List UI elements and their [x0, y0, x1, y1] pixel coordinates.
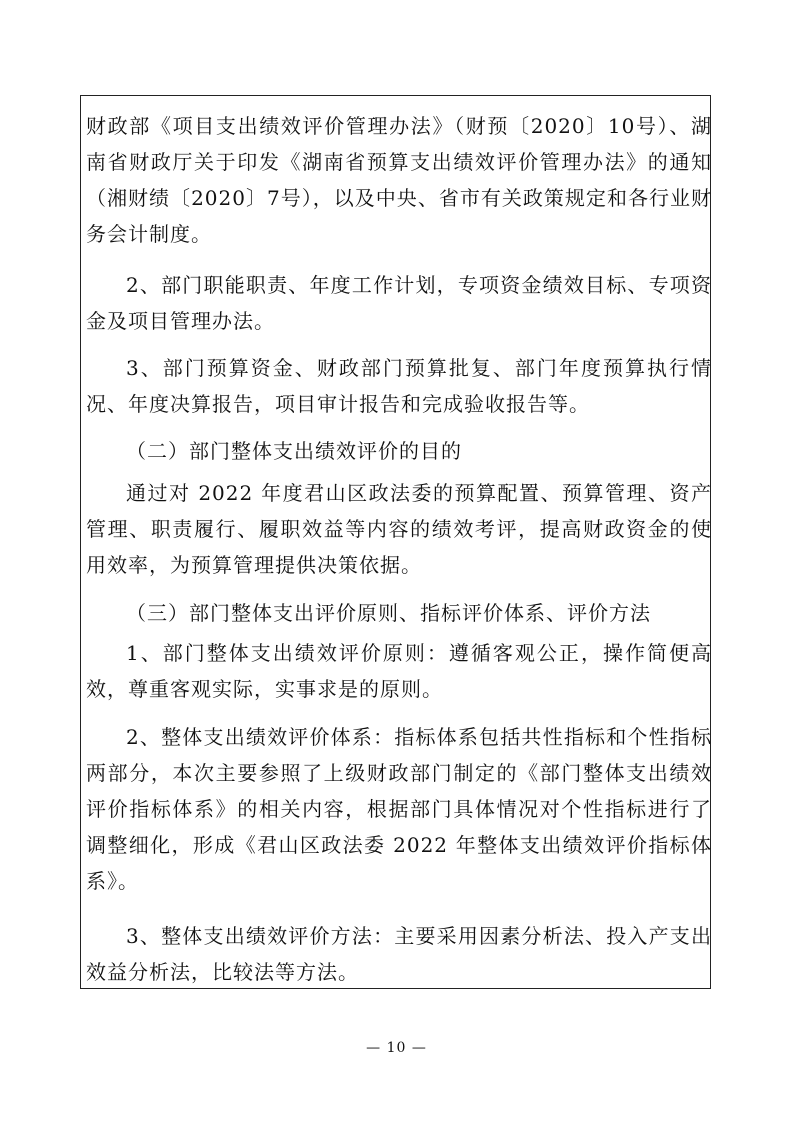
paragraph-purpose: 通过对 2022 年度君山区政法委的预算配置、预算管理、资产管理、职责履行、履职效益等内容的绩效考评，提高财政资金的使用效率，为预算管理提供决策依据。	[86, 481, 712, 577]
paragraph-principle-3: 3、整体支出绩效评价方法：主要采用因素分析法、投入产支出效益分析法，比较法等方法。	[86, 924, 712, 984]
paragraph-basis-item-3: 3、部门预算资金、财政部门预算批复、部门年度预算执行情况、年度决算报告，项目审计报告和完成验收报告等。	[86, 356, 712, 416]
paragraph-principle-2: 2、整体支出绩效评价体系：指标体系包括共性指标和个性指标两部分，本次主要参照了上级财政部门制定的《部门整体支出绩效评价指标体系》的相关内容，根据部门具体情况对个性指标进行了调整细化，形成《君山区政法委 2022 年整体支出绩效评价指标体系》。	[86, 725, 712, 893]
section-heading-principles: （三）部门整体支出评价原则、指标评价体系、评价方法	[126, 601, 651, 625]
page-number: — 10 —	[366, 1040, 427, 1056]
section-heading-purpose: （二）部门整体支出绩效评价的目的	[126, 439, 462, 463]
paragraph-basis-continued: 财政部《项目支出绩效评价管理办法》（财预〔2020〕10号）、湖南省财政厅关于印发《湖南省预算支出绩效评价管理办法》的通知（湘财绩〔2020〕7号），以及中央、省市有关政策规定和各行业财务会计制度。	[86, 114, 712, 246]
paragraph-principle-1: 1、部门整体支出绩效评价原则：遵循客观公正，操作简便高效，尊重客观实际，实事求是的原则。	[86, 641, 712, 701]
paragraph-basis-item-2: 2、部门职能职责、年度工作计划，专项资金绩效目标、专项资金及项目管理办法。	[86, 273, 712, 333]
